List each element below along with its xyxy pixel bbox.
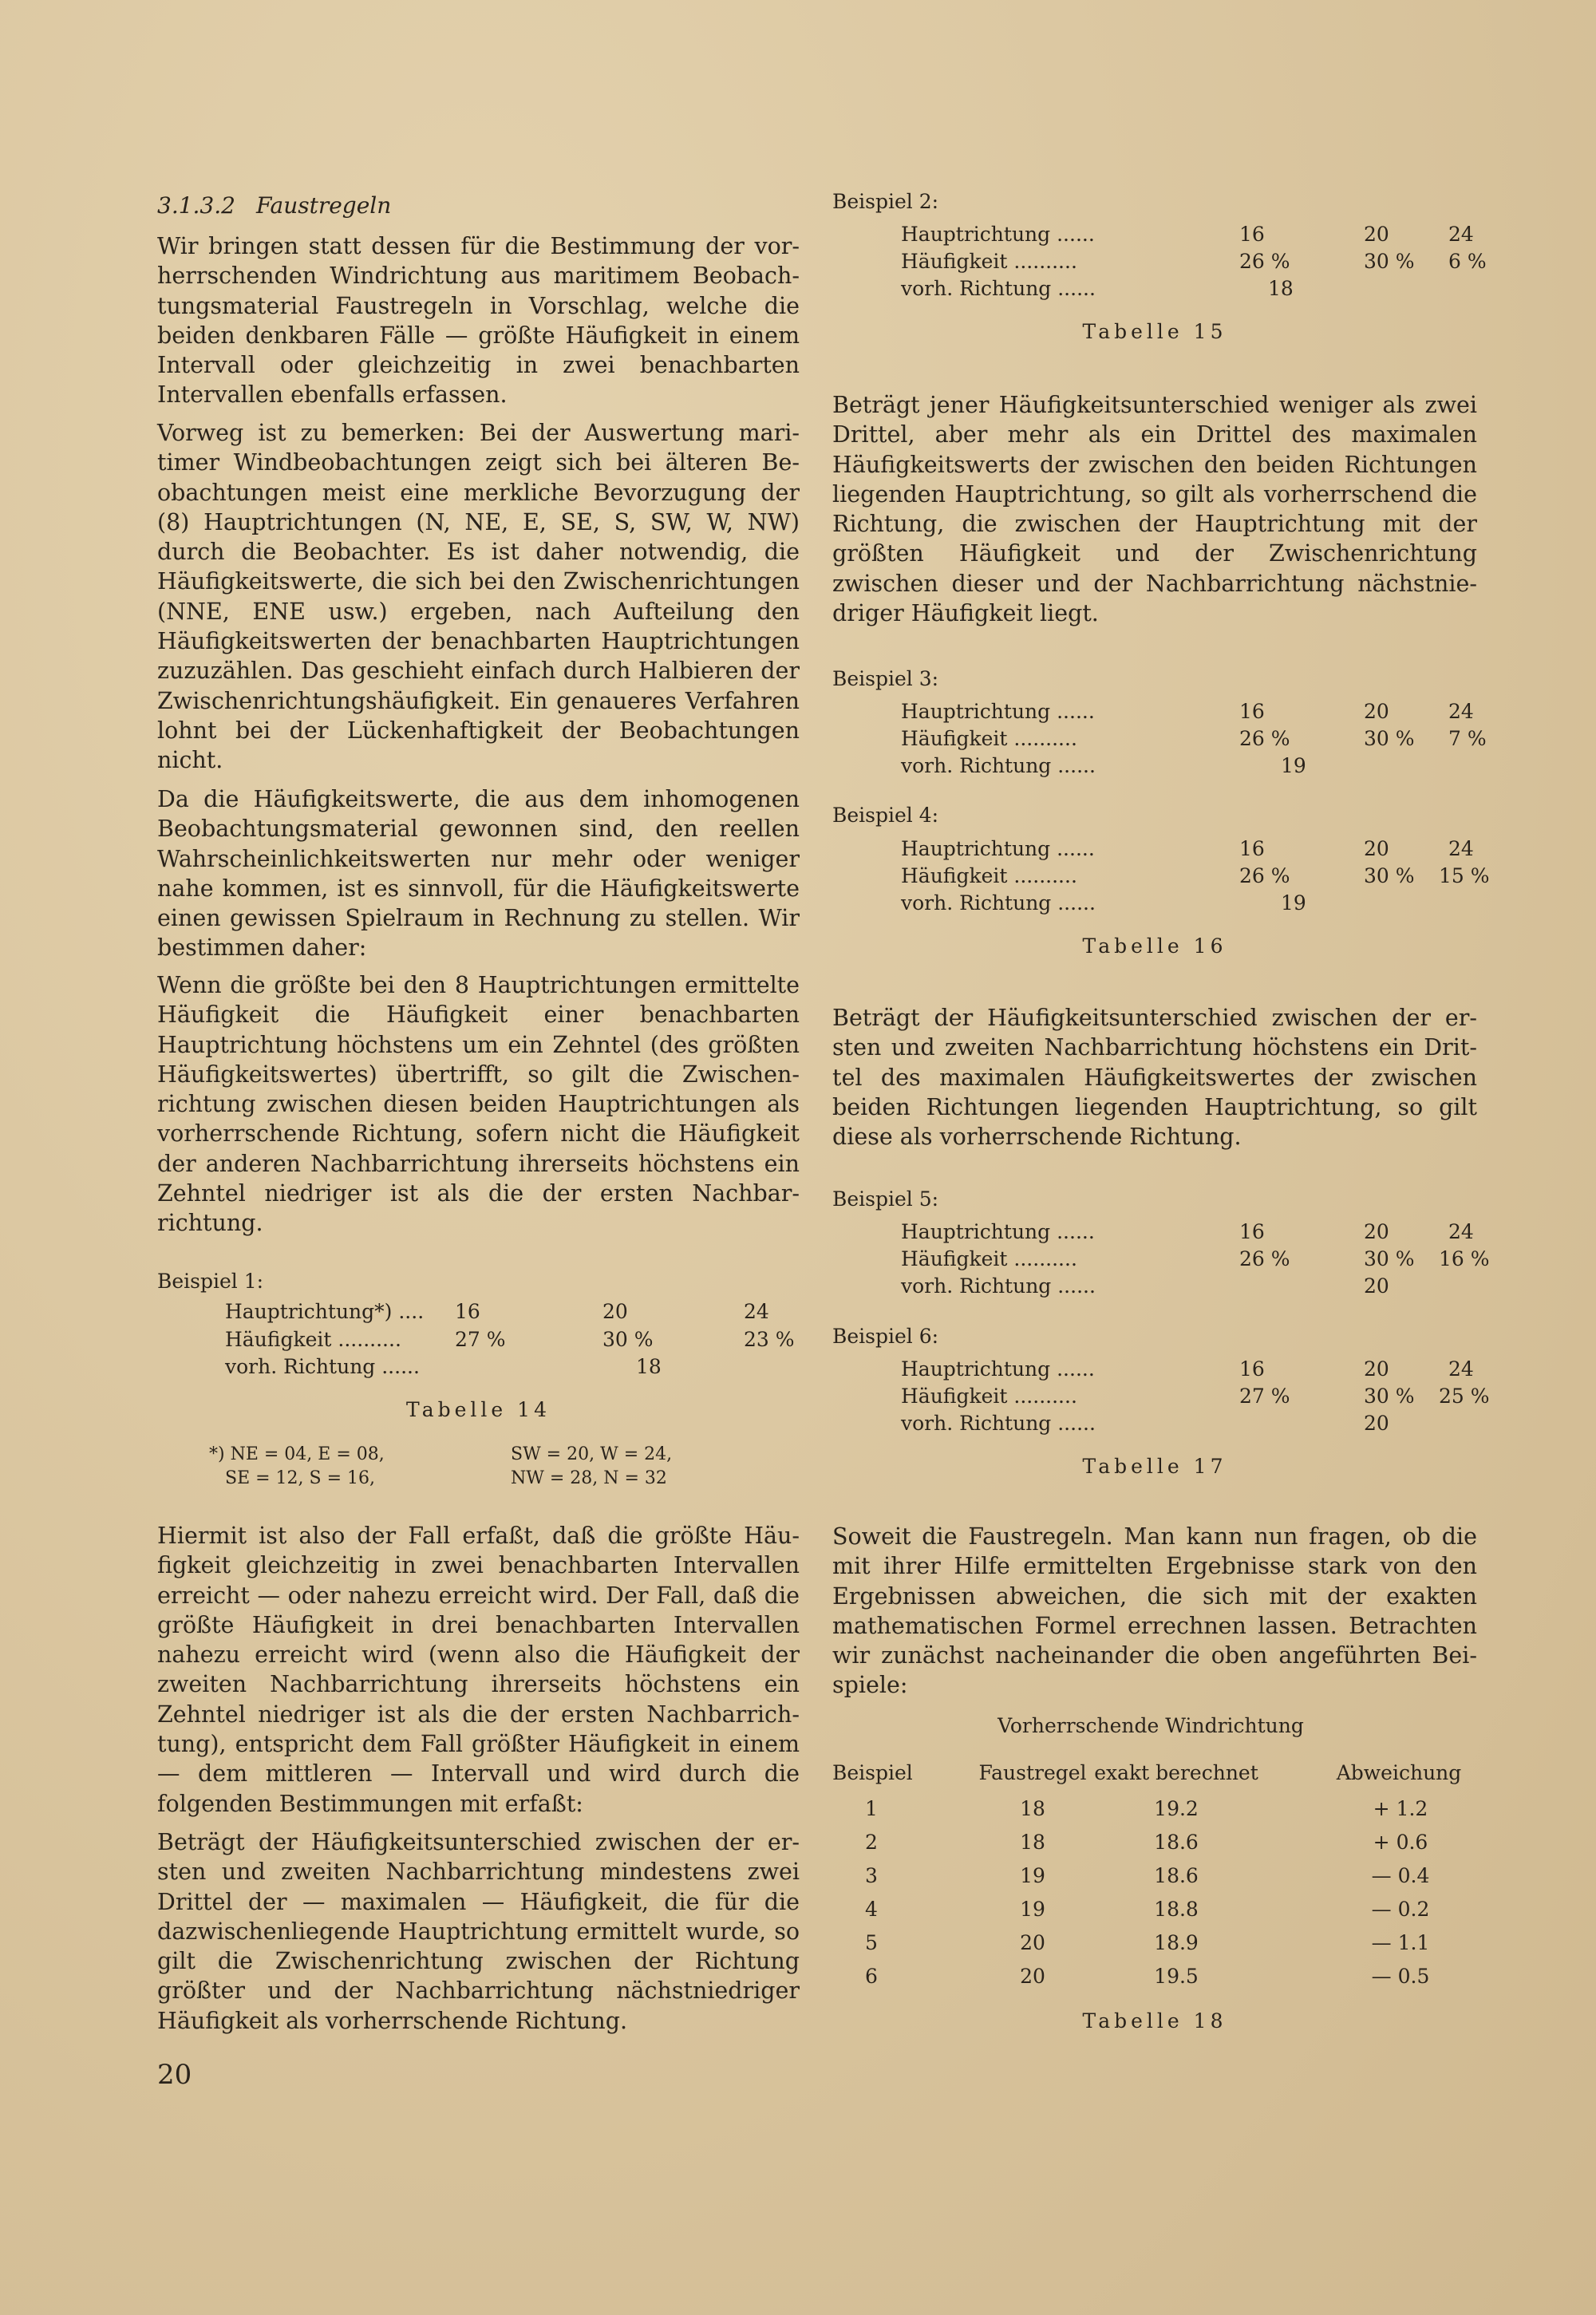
column-header: exakt berechnet (1094, 1761, 1258, 1784)
row-label: Hauptrichtung ...... (901, 223, 1095, 246)
column-header: Abweichung (1336, 1761, 1462, 1784)
cell: 19 (1281, 891, 1306, 915)
cell: 26 % (1239, 864, 1290, 887)
cell: 26 % (1239, 727, 1290, 750)
table-cell: 2 (865, 1831, 878, 1854)
column-header: Faustregel (978, 1761, 1087, 1784)
example-label: Beispiel 3: (832, 667, 939, 690)
table-cell: 18.8 (1154, 1898, 1199, 1921)
row-label: vorh. Richtung ...... (225, 1355, 420, 1378)
footnote-line: *) NE = 04, E = 08, (209, 1444, 385, 1464)
cell: 26 % (1239, 1247, 1290, 1270)
cell: 24 (1448, 223, 1474, 246)
cell: 16 (1239, 837, 1265, 860)
row-label: Häufigkeit .......... (901, 1385, 1077, 1408)
table-cell: — 0.4 (1371, 1864, 1430, 1887)
row-label: vorh. Richtung ...... (901, 754, 1096, 777)
example-label: Beispiel 2: (832, 190, 939, 213)
table-cell: 4 (865, 1898, 878, 1921)
cell: 16 % (1439, 1247, 1490, 1270)
row-label: Häufigkeit .......... (901, 727, 1077, 750)
paragraph: Hiermit ist also der Fall erfaßt, daß die größte Häufigkeit gleichzeitig in zwei benachbarten Intervallen erreicht — oder nahezu erreicht wird. Der Fall, daß die größte Häufigkeit in drei benachbarten Intervallen nahezu erreicht wird (wenn also die Häufigkeit der zweiten Nachbarrichtung ihrerseits höchstens ein Zehntel niedriger ist als die der ersten Nachbarrichtung), entspricht dem Fall größter Häufigkeit in einem — dem mittleren — Intervall und wird durch die folgenden Bestimmungen mit erfaßt: (157, 1523, 800, 1817)
paragraph: Beträgt jener Häufigkeitsunterschied weniger als zwei Drittel, aber mehr als ein Drittel des maximalen Häufigkeitswerts der zwischen den beiden Richtungen liegenden Hauptrichtung, so gilt als vorherrschend die Richtung, die zwischen der Hauptrichtung mit der größten Häufigkeit und der Zwischenrichtung zwischen dieser und der Nachbarrichtung nächstniedriger Häufigkeit liegt. (832, 392, 1477, 627)
cell: 30 % (1364, 1247, 1415, 1270)
example-label: Beispiel 4: (832, 804, 939, 827)
table-cell: 20 (1020, 1965, 1045, 1988)
row-label: Hauptrichtung ...... (901, 1220, 1095, 1243)
paragraph: Wenn die größte bei den 8 Hauptrichtungen ermittelte Häufigkeit die Häufigkeit einer benachbarten Hauptrichtung höchstens um ein Zehntel (des größten Häufigkeitswertes) übertrifft, so gilt die Zwischenrichtung zwischen diesen beiden Hauptrichtungen als vorherrschende Richtung, sofern nicht die Häufigkeit der anderen Nachbarrichtung ihrerseits höchstens ein Zehntel niedriger ist als die der ersten Nachbarrichtung. (157, 972, 800, 1237)
row-label: Hauptrichtung*) .... (225, 1300, 425, 1323)
example-row-prevailing (901, 1274, 1477, 1302)
paragraph: Da die Häufigkeitswerte, die aus dem inhomogenen Beobachtungsmaterial gewonnen sind, den reellen Wahrscheinlichkeitswerten nur mehr oder weniger nahe kommen, ist es sinnvoll, für die Häufigkeitswerte einen gewissen Spielraum in Rechnung zu stellen. Wir bestimmen daher: (157, 786, 800, 962)
cell: 20 (1364, 223, 1389, 246)
example-row-prevailing (225, 1355, 800, 1382)
example-label: Beispiel 1: (157, 1270, 264, 1293)
cell: 24 (1448, 1357, 1474, 1381)
example-row-frequency (225, 1328, 800, 1355)
table-cell: — 0.2 (1371, 1898, 1430, 1921)
table-cell: 19 (1020, 1898, 1045, 1921)
cell: 30 % (1364, 1385, 1415, 1408)
table-cell: 18 (1020, 1831, 1045, 1854)
table-cell: + 1.2 (1373, 1797, 1428, 1820)
row-label: Hauptrichtung ...... (901, 1357, 1095, 1381)
example-row-frequency (901, 1247, 1490, 1274)
example-row-direction (901, 1220, 1477, 1247)
cell: 20 (1364, 1274, 1389, 1298)
cell: 24 (744, 1300, 769, 1323)
paragraph: Soweit die Faustregeln. Man kann nun fragen, ob die mit ihrer Hilfe ermittelten Ergebnisse stark von den Ergebnissen abweichen, die sich mit der exakten mathematischen Formel errechnen lassen. Betrachten wir zunächst nacheinander die oben angeführten Beispiele: (832, 1523, 1477, 1699)
cell: 18 (1268, 277, 1294, 300)
example-row-frequency (901, 727, 1487, 754)
paragraph: Vorweg ist zu bemerken: Bei der Auswertung maritimer Windbeobachtungen zeigt sich bei älteren Beobachtungen meist eine merkliche Bevorzugung der (8) Hauptrichtungen (N, NE, E, SE, S, SW, W, NW) durch die Beobachter. Es ist daher notwendig, die Häufigkeitswerte, die sich bei den Zwischenrichtungen (NNE, ENE usw.) ergeben, nach Aufteilung den Häufigkeitswerten der benachbarten Hauptrichtungen zuzuzählen. Das geschieht einfach durch Halbieren der Zwischenrichtungshäufigkeit. Ein genaueres Verfahren lohnt bei der Lückenhaftigkeit der Beobachtungen nicht. (157, 420, 800, 774)
cell: 16 (1239, 1220, 1265, 1243)
paragraph: Beträgt der Häufigkeitsunterschied zwischen der ersten und zweiten Nachbarrichtung höchstens ein Drittel des maximalen Häufigkeitswertes der zwischen beiden Richtungen liegenden Hauptrichtung, so gilt diese als vorherrschende Richtung. (832, 1005, 1477, 1151)
table-caption: Tabelle 14 (406, 1398, 551, 1421)
cell: 7 % (1448, 727, 1487, 750)
table-caption: Tabelle 16 (1082, 934, 1227, 958)
cell: 20 (1364, 700, 1389, 723)
page-number: 20 (157, 2059, 192, 2091)
row-label: vorh. Richtung ...... (901, 1274, 1096, 1298)
row-label: Häufigkeit .......... (225, 1328, 401, 1351)
cell: 30 % (1364, 727, 1415, 750)
cell: 16 (1239, 700, 1265, 723)
example-row-direction (901, 700, 1477, 727)
section-number: 3.1.3.2 (157, 192, 235, 219)
column-header: Beispiel (832, 1761, 913, 1784)
cell: 23 % (744, 1328, 795, 1351)
cell: 15 % (1439, 864, 1490, 887)
footnote-line: SE = 12, S = 16, (225, 1468, 376, 1488)
table-cell: 18.9 (1154, 1931, 1199, 1954)
row-label: Häufigkeit .......... (901, 250, 1077, 273)
cell: 16 (455, 1300, 480, 1323)
table-cell: 18 (1020, 1797, 1045, 1820)
example-row-prevailing (901, 754, 1477, 781)
example-row-prevailing (901, 277, 1477, 304)
example-row-direction (901, 1357, 1477, 1385)
cell: 19 (1281, 754, 1306, 777)
table-cell: 19.5 (1154, 1965, 1199, 1988)
cell: 20 (1364, 837, 1389, 860)
cell: 26 % (1239, 250, 1290, 273)
example-row-direction (901, 223, 1477, 250)
table-cell: 3 (865, 1864, 878, 1887)
cell: 24 (1448, 837, 1474, 860)
table-caption: Tabelle 17 (1082, 1455, 1227, 1478)
section-heading (157, 192, 391, 219)
example-row-frequency (901, 1385, 1490, 1412)
cell: 6 % (1448, 250, 1487, 273)
example-row-prevailing (901, 891, 1477, 918)
section-title: Faustregeln (255, 192, 392, 219)
footnote-line: SW = 20, W = 24, (511, 1444, 673, 1464)
cell: 18 (636, 1355, 662, 1378)
table-cell: + 0.6 (1373, 1831, 1428, 1854)
table-cell: 18.6 (1154, 1831, 1199, 1854)
cell: 27 % (455, 1328, 506, 1351)
example-label: Beispiel 6: (832, 1325, 939, 1348)
cell: 30 % (1364, 250, 1415, 273)
example-row-direction (901, 837, 1477, 864)
table-cell: 5 (865, 1931, 878, 1954)
cell: 20 (1364, 1357, 1389, 1381)
table-cell: 18.6 (1154, 1864, 1199, 1887)
row-label: vorh. Richtung ...... (901, 277, 1096, 300)
cell: 16 (1239, 1357, 1265, 1381)
paragraph: Wir bringen statt dessen für die Bestimmung der vorherrschenden Windrichtung aus maritimem Beobachtungsmaterial Faustregeln in Vorschlag, welche die beiden denkbaren Fälle — größte Häufigkeit in einem Intervall oder gleichzeitig in zwei benachbarten Intervallen ebenfalls erfassen. (157, 233, 800, 409)
row-label: Häufigkeit .......... (901, 864, 1077, 887)
cell: 30 % (602, 1328, 654, 1351)
row-label: Häufigkeit .......... (901, 1247, 1077, 1270)
table-cell: — 1.1 (1371, 1931, 1430, 1954)
cell: 25 % (1439, 1385, 1490, 1408)
table-title: Vorherrschende Windrichtung (998, 1714, 1304, 1737)
example-row-frequency (901, 864, 1490, 891)
cell: 24 (1448, 700, 1474, 723)
example-row-frequency (901, 250, 1487, 277)
table-cell: — 0.5 (1371, 1965, 1430, 1988)
row-label: Hauptrichtung ...... (901, 837, 1095, 860)
cell: 20 (1364, 1220, 1389, 1243)
cell: 20 (1364, 1412, 1389, 1435)
cell: 24 (1448, 1220, 1474, 1243)
paragraph: Beträgt der Häufigkeitsunterschied zwischen der ersten und zweiten Nachbarrichtung mindestens zwei Drittel der — maximalen — Häufigkeit, die für die dazwischenliegende Hauptrichtung ermittelt wurde, so gilt die Zwischenrichtung zwischen der Richtung größter und der Nachbarrichtung nächstniedriger Häufigkeit als vorherrschende Richtung. (157, 1829, 800, 2034)
example-label: Beispiel 5: (832, 1187, 939, 1211)
table-cell: 19 (1020, 1864, 1045, 1887)
table-cell: 1 (865, 1797, 878, 1820)
row-label: vorh. Richtung ...... (901, 1412, 1096, 1435)
example-row-prevailing (901, 1412, 1477, 1439)
row-label: vorh. Richtung ...... (901, 891, 1096, 915)
table-cell: 20 (1020, 1931, 1045, 1954)
cell: 27 % (1239, 1385, 1290, 1408)
example-row-direction (225, 1300, 800, 1327)
cell: 20 (602, 1300, 628, 1323)
cell: 16 (1239, 223, 1265, 246)
table-cell: 6 (865, 1965, 878, 1988)
cell: 30 % (1364, 864, 1415, 887)
table-cell: 19.2 (1154, 1797, 1199, 1820)
row-label: Hauptrichtung ...... (901, 700, 1095, 723)
footnote-line: NW = 28, N = 32 (511, 1468, 667, 1488)
table-caption: Tabelle 18 (1082, 2009, 1227, 2033)
table-caption: Tabelle 15 (1082, 320, 1227, 343)
